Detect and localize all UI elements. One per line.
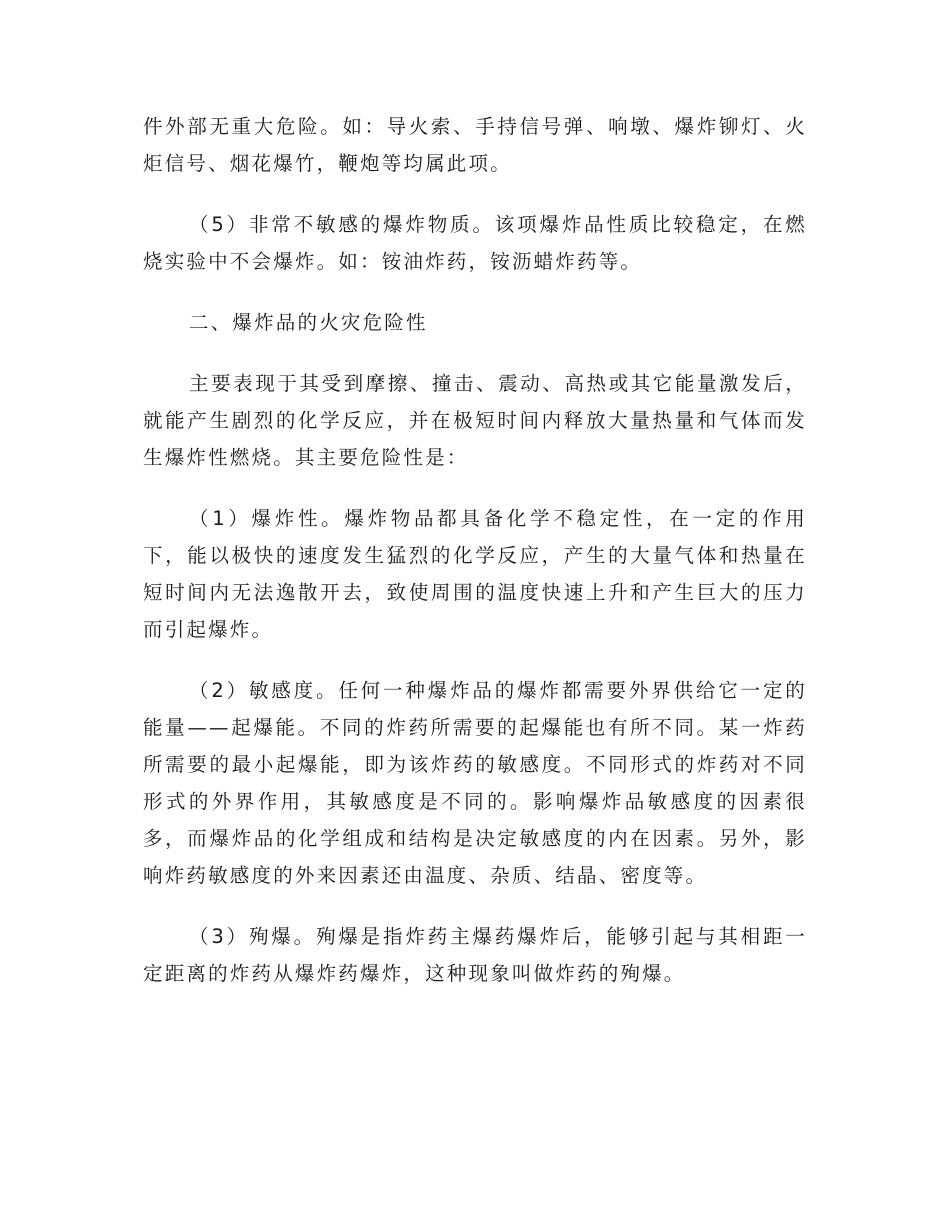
paragraph-item-2: （2）敏感度。任何一种爆炸品的爆炸都需要外界供给它一定的能量——起爆能。不同的炸药所需要的起爆能也有所不同。某一炸药所需要的最小起爆能，即为该炸药的敏感度。不同形式的炸药对不同形式的外界作用，其敏感度是不同的。影响爆炸品敏感度的因素很多，而爆炸品的化学组成和结构是决定敏感度的内在因素。另外，影响炸药敏感度的外来因素还由温度、杂质、结晶、密度等。 [143, 679, 807, 887]
section-heading: 二、爆炸品的火灾危险性 [189, 311, 428, 334]
paragraph-item-1: （1）爆炸性。爆炸物品都具备化学不稳定性，在一定的作用下，能以极快的速度发生猛烈的化学反应，产生的大量气体和热量在短时间内无法逸散开去，致使周围的温度快速上升和产生巨大的压力而引起爆炸。 [143, 507, 807, 641]
paragraph-item-5: （5）非常不敏感的爆炸物质。该项爆炸品性质比较稳定，在燃烧实验中不会爆炸。如：铵油炸药，铵沥蜡炸药等。 [143, 213, 807, 273]
paragraph-item-3: （3）殉爆。殉爆是指炸药主爆药爆炸后，能够引起与其相距一定距离的炸药从爆炸药爆炸，这种现象叫做炸药的殉爆。 [143, 925, 807, 985]
paragraph-intro: 主要表现于其受到摩擦、撞击、震动、高热或其它能量激发后，就能产生剧烈的化学反应，并在极短时间内释放大量热量和气体而发生爆炸性燃烧。其主要危险性是： [143, 372, 807, 469]
document-body [143, 108, 807, 1016]
paragraph-continuation: 件外部无重大危险。如：导火索、手持信号弹、响墩、爆炸铆灯、火炬信号、烟花爆竹，鞭炮等均属此项。 [143, 115, 807, 175]
